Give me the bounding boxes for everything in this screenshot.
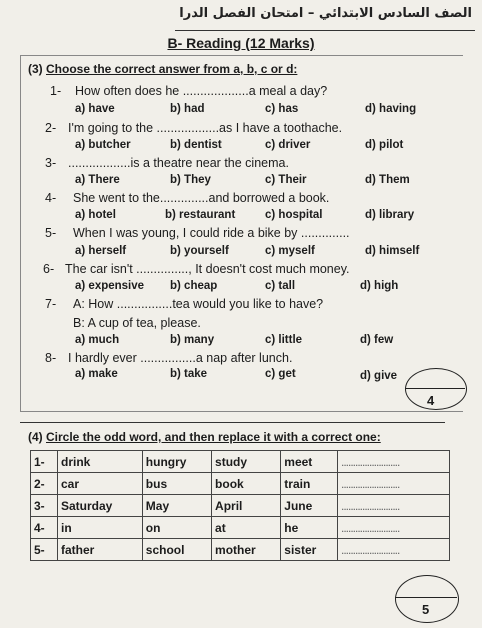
q3-item-7-num: 7- [45, 297, 57, 311]
q3-score: 4 [427, 393, 435, 408]
q4-score: 5 [422, 602, 430, 617]
header-rule [175, 30, 475, 31]
q3-item-3-option-c: c) Their [265, 174, 307, 186]
q3-item-4-num: 4- [45, 191, 57, 205]
word-cell[interactable]: book [212, 473, 281, 495]
q3-item-3-option-a: a) There [75, 174, 120, 186]
table-row [31, 451, 450, 473]
word-cell[interactable]: train [281, 473, 338, 495]
word-cell[interactable]: car [58, 473, 143, 495]
q3-heading-prefix: (3) [28, 62, 46, 76]
q4-heading [28, 430, 381, 444]
q3-item-7-option-c: c) little [265, 334, 303, 346]
q3-item-5-option-c: c) myself [265, 245, 315, 257]
q3-item-1-stem: How often does he ...................a meal a day? [75, 84, 328, 98]
answer-blank[interactable]: ......................... [338, 539, 450, 561]
q3-item-7-option-a: a) much [75, 334, 120, 346]
q3-item-4-option-b: b) restaurant [165, 209, 236, 221]
word-cell[interactable]: at [212, 517, 281, 539]
word-cell[interactable]: bus [142, 473, 211, 495]
q3-item-6-num: 6- [43, 262, 55, 276]
table-row [31, 539, 450, 561]
word-cell[interactable]: school [142, 539, 211, 561]
q3-item-2-num: 2- [45, 121, 57, 135]
q3-item-2-stem: I'm going to the ..................as I have a toothache. [68, 121, 343, 135]
word-cell[interactable]: April [212, 495, 281, 517]
q3-item-2-option-c: c) driver [265, 139, 311, 151]
q3-item-8-option-b: b) take [170, 368, 208, 380]
word-cell[interactable]: hungry [142, 451, 211, 473]
row-num: 4- [31, 517, 58, 539]
word-cell[interactable]: study [212, 451, 281, 473]
q3-item-2-option-a: a) butcher [75, 139, 131, 151]
q3-item-6-option-b: b) cheap [170, 280, 218, 292]
q3-item-4-stem: She went to the..............and borrowed a book. [73, 191, 330, 205]
word-cell[interactable]: May [142, 495, 211, 517]
answer-blank[interactable]: ......................... [338, 517, 450, 539]
q3-item-6-stem: The car isn't ..............., It doesn't cost much money. [65, 262, 350, 276]
table-row [31, 517, 450, 539]
q3-item-8-stem: I hardly ever ................a nap after lunch. [68, 351, 293, 365]
word-cell[interactable]: Saturday [58, 495, 143, 517]
q3-item-7-stem: A: How ................tea would you like to have? [73, 297, 324, 311]
q3-heading [28, 62, 297, 76]
q3-item-4-option-a: a) hotel [75, 209, 116, 221]
table-row [31, 495, 450, 517]
arabic-header: الصف السادس الابتدائي – امتحان الفصل الدرا [179, 6, 472, 21]
q3-item-2-option-d: d) pilot [365, 139, 404, 151]
q3-item-2-option-b: b) dentist [170, 139, 222, 151]
q3-item-8-option-a: a) make [75, 368, 118, 380]
q3-item-7-option-b: b) many [170, 334, 215, 346]
q3-item-3-num: 3- [45, 156, 57, 170]
q3-item-5-option-a: a) herself [75, 245, 127, 257]
q3-item-1-option-c: c) has [265, 103, 299, 115]
q3-item-3-option-b: b) They [170, 174, 211, 186]
q4-heading-text: Circle the odd word, and then replace it with a correct one: [46, 430, 381, 444]
row-num: 2- [31, 473, 58, 495]
q3-item-1-option-b: b) had [170, 103, 205, 115]
q3-item-3-option-d: d) Them [365, 174, 410, 186]
answer-blank[interactable]: ......................... [338, 451, 450, 473]
q3-item-6-option-a: a) expensive [75, 280, 145, 292]
q3-item-8-option-d: d) give [360, 370, 398, 382]
q3-item-5-option-b: b) yourself [170, 245, 229, 257]
q3-item-3-stem: ..................is a theatre near the cinema. [68, 156, 289, 170]
q3-item-7-stem-reply: B: A cup of tea, please. [73, 316, 201, 330]
q3-item-5-stem: When I was young, I could ride a bike by .............. [73, 226, 350, 240]
q3-item-1-num: 1- [50, 84, 62, 98]
q3-score-line [405, 388, 465, 389]
table-row [31, 473, 450, 495]
word-cell[interactable]: he [281, 517, 338, 539]
q4-score-line [395, 597, 457, 598]
word-cell[interactable]: meet [281, 451, 338, 473]
word-cell[interactable]: mother [212, 539, 281, 561]
q3-item-4-option-d: d) library [365, 209, 415, 221]
q4-heading-prefix: (4) [28, 430, 46, 444]
word-cell[interactable]: drink [58, 451, 143, 473]
row-num: 5- [31, 539, 58, 561]
q3-item-1-option-d: d) having [365, 103, 417, 115]
q3-item-6-option-c: c) tall [265, 280, 296, 292]
word-cell[interactable]: father [58, 539, 143, 561]
answer-blank[interactable]: ......................... [338, 495, 450, 517]
q3-item-6-option-d: d) high [360, 280, 399, 292]
word-cell[interactable]: in [58, 517, 143, 539]
section-title: B- Reading (12 Marks) [167, 35, 315, 51]
section-divider [20, 422, 445, 423]
word-cell[interactable]: sister [281, 539, 338, 561]
q3-item-8-num: 8- [45, 351, 57, 365]
odd-word-table [30, 450, 450, 561]
answer-blank[interactable]: ......................... [338, 473, 450, 495]
row-num: 1- [31, 451, 58, 473]
q3-score-circle [405, 368, 467, 410]
q3-item-7-option-d: d) few [360, 334, 394, 346]
word-cell[interactable]: on [142, 517, 211, 539]
q3-item-1-option-a: a) have [75, 103, 115, 115]
row-num: 3- [31, 495, 58, 517]
q3-item-5-num: 5- [45, 226, 57, 240]
q3-item-8-option-c: c) get [265, 368, 296, 380]
q3-item-4-option-c: c) hospital [265, 209, 323, 221]
word-cell[interactable]: June [281, 495, 338, 517]
q3-heading-text: Choose the correct answer from a, b, c or d: [46, 62, 298, 76]
q3-item-5-option-d: d) himself [365, 245, 420, 257]
